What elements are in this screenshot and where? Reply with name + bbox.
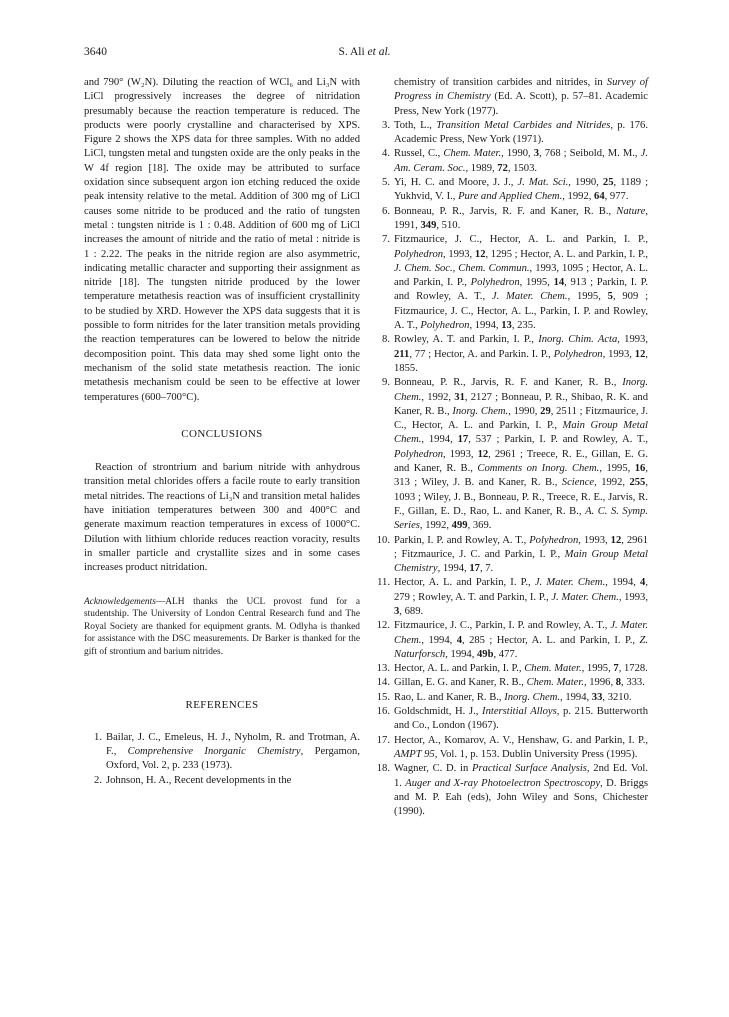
reference-number: 3. [382, 119, 390, 131]
conclusions-paragraph: Reaction of strontrium and barium nitride with anhydrous transition metal chlorides offers a facile route to early transition metal nitrides. The reactions of Li₃N and transition metal halides have initiation temperatures between 300 and 400°C and generate maximum reaction temperatures in excess of 1000°C. Dilution with lithium chloride reduces reaction voracity, results in smaller particle and crystallite sizes and in some cases increases product nitridation. [84, 462, 360, 574]
reference-number: 4. [382, 148, 390, 160]
left-column [84, 76, 360, 788]
reference-list-right [372, 76, 648, 819]
reference-item: 3. Toth, L., Transition Metal Carbides and Nitrides, p. 176. Academic Press, New York (1971). [372, 119, 648, 148]
reference-number: 17. [376, 734, 390, 746]
reference-item: 15. Rao, L. and Kaner, R. B., Inorg. Chem., 1994, 33, 3210. [372, 691, 648, 705]
reference-item: 10. Parkin, I. P. and Rowley, A. T., Polyhedron, 1993, 12, 2961 ; Fitzmaurice, J. C. and Parkin, I. P., Main Group Metal Chemistry, 1994, 17, 7. [372, 534, 648, 577]
references-heading: REFERENCES [185, 699, 259, 712]
reference-number: 11. [377, 577, 390, 589]
reference-number: 8. [382, 334, 390, 346]
acknowledgements-label: Acknowledgements [84, 596, 156, 607]
reference-item: 6. Bonneau, P. R., Jarvis, R. F. and Kaner, R. B., Nature, 1991, 349, 510. [372, 205, 648, 234]
reference-item: 16. Goldschmidt, H. J., Interstitial Alloys, p. 215. Butterworth and Co., London (1967). [372, 705, 648, 734]
reference-number: 16. [376, 706, 390, 718]
reference-list-left [84, 731, 360, 788]
reference-number: 6. [382, 205, 390, 217]
acknowledgements-text: —ALH thanks the UCL provost fund for a studentship. The University of London Central Research fund and The Royal Society are thanked for equipment grants. M. Odlyha is thanked for assistance with the DSC measurements. Dr Barker is thanked for the gift of strontium and barium nitrides. [84, 596, 360, 657]
reference-item: chemistry of transition carbides and nitrides, in Survey of Progress in Chemistry (Ed. A. Scott), p. 57–81. Academic Press, New York (1977). [394, 77, 648, 117]
reference-number: 1. [94, 731, 102, 743]
reference-item: 2. Johnson, H. A., Recent developments in the [84, 774, 360, 788]
page-header [84, 46, 645, 62]
reference-number: 18. [376, 763, 390, 775]
reference-number: 15. [376, 691, 390, 703]
acknowledgements [84, 596, 360, 659]
reference-item: 9. Bonneau, P. R., Jarvis, R. F. and Kaner, R. B., Inorg. Chem., 1992, 31, 2127 ; Bonneau, P. R., Shibao, R. K. and Kaner, R. B., Inorg. Chem., 1990, 29, 2511 ; Fitzmaurice, J. C., Hector, A. L. and Parkin, I. P., Main Group Metal Chem., 1994, 17, 537 ; Parkin, I. P. and Rowley, A. T., Polyhedron, 1993, 12, 2961 ; Treece, R. E., Gillan, E. G. and Kaner, R. B., Comments on Inorg. Chem., 1995, 16, 313 ; Wiley, J. B. and Kaner, R. B., Science, 1992, 255, 1093 ; Wiley, J. B., Bonneau, P. R., Treece, R. E., Jarvis, R. F., Gillan, E. D., Rao, L. and Kaner, R. B., A. C. S. Symp. Series, 1992, 499, 369. [372, 376, 648, 533]
reference-item: 14. Gillan, E. G. and Kaner, R. B., Chem. Mater., 1996, 8, 333. [372, 676, 648, 690]
reference-item: 18. Wagner, C. D. in Practical Surface Analysis, 2nd Ed. Vol. 1. Auger and X-ray Photoelectron Spectroscopy, D. Briggs and M. P. Eah (eds), John Wiley and Sons, Chichester (1990). [372, 762, 648, 819]
reference-number: 13. [376, 663, 390, 675]
reference-item: 17. Hector, A., Komarov, A. V., Henshaw, G. and Parkin, I. P., AMPT 95, Vol. 1, p. 153. Dublin University Press (1995). [372, 734, 648, 763]
body-paragraph: and 790° (W₂N). Diluting the reaction of WCl₆ and Li₃N with LiCl progressively increases the degree of nitridation presumably because the reaction temperature is reduced. The products were poorly crystalline and characterised by XPS. Figure 2 shows the XPS data for three samples. With no added LiCl, tungsten metal and tungsten oxide are the only peaks in the W 4f region [18]. The oxide may be attributed to surface oxidation since subsequent argon ion etching reduced the oxide peak intensity relative to the metal. Addition of 300 mg of LiCl causes some nitride to be produced and the ratio of tungsten metal : tungsten nitride is 1 : 0.48. Addition of 600 mg of LiCl increases the amount of nitride and the ratio of metal : nitride is 1 : 2.22. The peaks in the nitride region are also asymmetric, indicating metallic character and supporting their assignment as nitride [18]. The tungsten nitride produced by the lower temperature metathesis reaction was of insufficient crystallinity to be studied by XRD. However the XPS data suggests that it is possible to form nitrides for the later transition metals providing the reaction temperatures can be lowered to below the nitride decomposition point. This data may shed some light onto the mechanism of the solid state metathesis reaction. The ionic metathesis mechanism could be seen to be effective at lower temperatures (600–700°C). [84, 77, 360, 403]
reference-number: 7. [382, 234, 390, 246]
reference-number: 14. [376, 677, 390, 689]
reference-item: 7. Fitzmaurice, J. C., Hector, A. L. and Parkin, I. P., Polyhedron, 1993, 12, 1295 ; Hector, A. L. and Parkin, I. P., J. Chem. Soc., Chem. Commun., 1993, 1095 ; Hector, A. L. and Parkin, I. P., Polyhedron, 1995, 14, 913 ; Parkin, I. P. and Rowley, A. T., J. Mater. Chem., 1995, 5, 909 ; Fitzmaurice, J. C., Hector, A. L., Parkin, I. P. and Rowley, A. T., Polyhedron, 1994, 13, 235. [372, 233, 648, 333]
reference-number: 5. [382, 177, 390, 189]
page-number: 3640 [84, 46, 107, 58]
reference-number: 2. [94, 774, 102, 786]
reference-item: 12. Fitzmaurice, J. C., Parkin, I. P. and Rowley, A. T., J. Mater. Chem., 1994, 4, 285 ; Hector, A. L. and Parkin, I. P., Z. Naturforsch, 1994, 49b, 477. [372, 619, 648, 662]
reference-item: 1. Bailar, J. C., Emeleus, H. J., Nyholm, R. and Trotman, A. F., Comprehensive Inorganic Chemistry, Pergamon, Oxford, Vol. 2, p. 233 (1973). [84, 731, 360, 774]
reference-item: 8. Rowley, A. T. and Parkin, I. P., Inorg. Chim. Acta, 1993, 211, 77 ; Hector, A. and Parkin. I. P., Polyhedron, 1993, 12, 1855. [372, 333, 648, 376]
right-column [372, 76, 648, 819]
running-title: S. Ali et al. [338, 46, 391, 58]
conclusions-heading: CONCLUSIONS [181, 427, 263, 440]
reference-item: 5. Yi, H. C. and Moore, J. J., J. Mat. Sci., 1990, 25, 1189 ; Yukhvid, V. I., Pure and Applied Chem., 1992, 64, 977. [372, 176, 648, 205]
reference-item: 13. Hector, A. L. and Parkin, I. P., Chem. Mater., 1995, 7, 1728. [372, 662, 648, 676]
reference-item: 4. Russel, C., Chem. Mater., 1990, 3, 768 ; Seibold, M. M., J. Am. Ceram. Soc., 1989, 72, 1503. [372, 147, 648, 176]
reference-number: 9. [382, 377, 390, 389]
reference-number: 12. [376, 620, 390, 632]
reference-number: 10. [376, 534, 390, 546]
reference-item: 11. Hector, A. L. and Parkin, I. P., J. Mater. Chem., 1994, 4, 279 ; Rowley, A. T. and Parkin, I. P., J. Mater. Chem., 1993, 3, 689. [372, 576, 648, 619]
